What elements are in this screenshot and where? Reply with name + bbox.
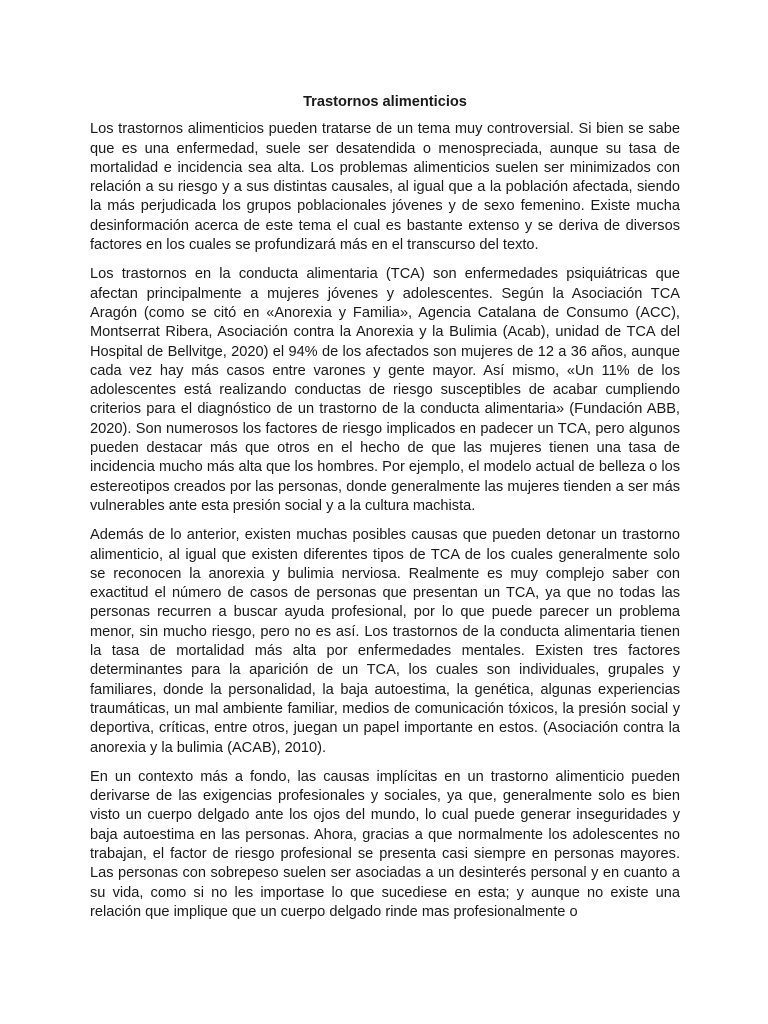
document-title: Trastornos alimenticios xyxy=(303,94,467,110)
document-body xyxy=(90,93,680,932)
paragraph-3: Además de lo anterior, existen muchas posibles causas que pueden detonar un trastorno alimenticio, al igual que existen diferentes tipos de TCA de los cuales generalmente solo se reconocen la anorexia y bulimia nerviosa. Realmente es muy complejo saber con exactitud el número de casos de personas que presentan un TCA, ya que no todas las personas recurren a buscar ayuda profesional, por lo que puede parecer un problema menor, sin mucho riesgo, pero no es así. Los trastornos de la conducta alimentaria tienen la tasa de mortalidad más alta por enfermedades mentales. Existen tres factores determinantes para la aparición de un TCA, los cuales son individuales, grupales y familiares, donde la personalidad, la baja autoestima, la genética, algunas experiencias traumáticas, un mal ambiente familiar, medios de comunicación tóxicos, la presión social y deportiva, críticas, entre otros, juegan un papel importante en estos. (Asociación contra la anorexia y la bulimia (ACAB), 2010). xyxy=(90,527,680,756)
paragraph-2: Los trastornos en la conducta alimentaria (TCA) son enfermedades psiquiátricas que afectan principalmente a mujeres jóvenes y adolescentes. Según la Asociación TCA Aragón (como se citó en «Anorexia y Familia», Agencia Catalana de Consumo (ACC), Montserrat Ribera, Asociación contra la Anorexia y la Bulimia (Acab), unidad de TCA del Hospital de Bellvitge, 2020) el 94% de los afectados son mujeres de 12 a 36 años, aunque cada vez hay más casos entre varones y gente mayor. Así mismo, «Un 11% de los adolescentes está realizando conductas de riesgo susceptibles de acabar cumpliendo criterios para el diagnóstico de un trastorno de la conducta alimentaria» (Fundación ABB, 2020). Son numerosos los factores de riesgo implicados en padecer un TCA, pero algunos pueden destacar más que otros en el hecho de que las mujeres tienen una tasa de incidencia mucho más alta que los hombres. Por ejemplo, el modelo actual de belleza o los estereotipos creados por las personas, donde generalmente las mujeres tienden a ser más vulnerables ante esta presión social y a la cultura machista. xyxy=(90,266,680,514)
paragraph-4: En un contexto más a fondo, las causas implícitas en un trastorno alimenticio pueden derivarse de las exigencias profesionales y sociales, ya que, generalmente solo es bien visto un cuerpo delgado ante los ojos del mundo, lo cual puede generar inseguridades y baja autoestima en las personas. Ahora, gracias a que normalmente los adolescentes no trabajan, el factor de riesgo profesional se presenta casi siempre en personas mayores. Las personas con sobrepeso suelen ser asociadas a un desinterés personal y en cuanto a su vida, como si no les importase lo que sucediese en esta; y aunque no existe una relación que implique que un cuerpo delgado rinde mas profesionalmente o xyxy=(90,768,680,920)
paragraph-1: Los trastornos alimenticios pueden tratarse de un tema muy controversial. Si bien se sabe que es una enfermedad, suele ser desatendida o menospreciada, aunque su tasa de mortalidad e incidencia sea alta. Los problemas alimenticios suelen ser minimizados con relación a su riesgo y a sus distintas causales, al igual que a la población afectada, siendo la más perjudicada los grupos poblacionales jóvenes y de sexo femenino. Existe mucha desinformación acerca de este tema el cual es bastante extenso y se deriva de diversos factores en los cuales se profundizará más en el transcurso del texto. xyxy=(90,121,680,254)
